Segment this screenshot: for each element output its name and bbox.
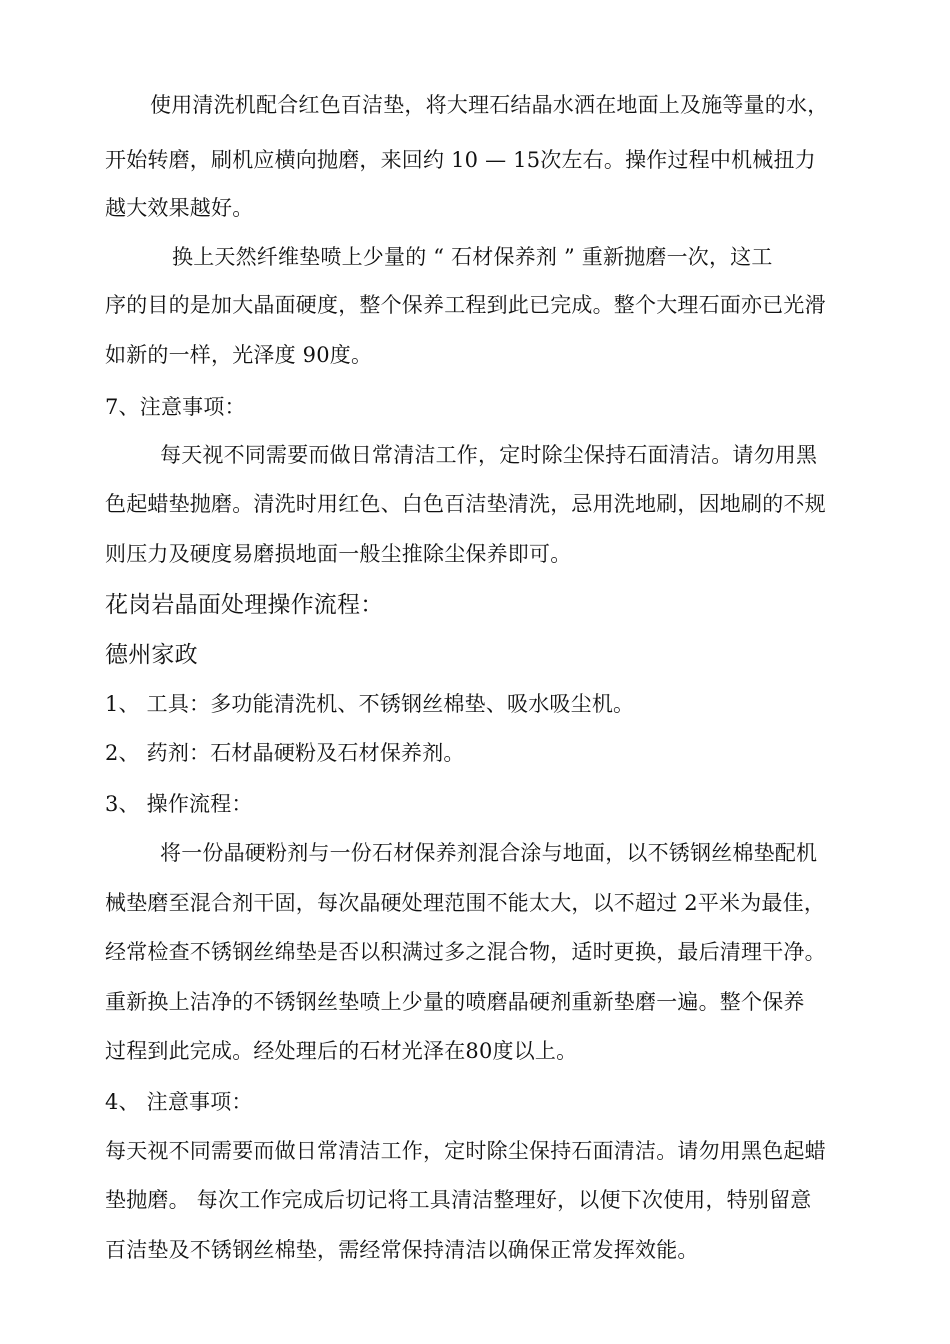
marble-notice-heading: 7、注意事项：	[105, 395, 246, 419]
granite-item-notice: 4、 注意事项：	[105, 1090, 253, 1114]
granite-process-line1: 将一份晶硬粉剂与一份石材保养剂混合涂与地面，以不锈钢丝棉垫配机	[160, 841, 818, 865]
granite-notice-line1: 每天视不同需要而做日常清洁工作，定时除尘保持石面清洁。请勿用黑色起蜡	[105, 1139, 826, 1163]
granite-process-line2: 械垫磨至混合剂干固，每次晶硬处理范围不能太大，以不超过 2平米为最佳，	[105, 891, 826, 915]
marble-para1-line3: 越大效果越好。	[105, 196, 254, 220]
marble-notice-line2: 色起蜡垫抛磨。清洗时用红色、白色百洁垫清洗，忌用洗地刷，因地刷的不规	[105, 492, 826, 516]
marble-para2-line3: 如新的一样，光泽度 90度。	[105, 343, 373, 367]
marble-para1-line1: 使用清洗机配合红色百洁垫，将大理石结晶水洒在地面上及施等量的水，	[150, 93, 829, 117]
granite-process-line5: 过程到此完成。经处理后的石材光泽在80度以上。	[105, 1039, 578, 1063]
granite-process-line3: 经常检查不锈钢丝绵垫是否以积满过多之混合物，适时更换，最后清理干净。	[105, 940, 826, 964]
granite-section-subtitle: 德州家政	[105, 642, 198, 668]
granite-notice-line3: 百洁垫及不锈钢丝棉垫，需经常保持清洁以确保正常发挥效能。	[105, 1238, 699, 1262]
granite-item-process: 3、 操作流程：	[105, 792, 253, 816]
granite-notice-line2: 垫抛磨。 每次工作完成后切记将工具清洁整理好，以便下次使用，特别留意	[105, 1188, 812, 1212]
granite-item-tools: 1、 工具：多功能清洗机、不锈钢丝棉垫、吸水吸尘机。	[105, 692, 635, 716]
granite-section-title: 花岗岩晶面处理操作流程：	[105, 592, 384, 618]
marble-para1-line2: 开始转磨，刷机应横向抛磨，来回约 10 — 15次左右。操作过程中机械扭力	[105, 148, 816, 172]
granite-process-line4: 重新换上洁净的不锈钢丝垫喷上少量的喷磨晶硬剂重新垫磨一遍。整个保养	[105, 990, 805, 1014]
marble-para2-line2: 序的目的是加大晶面硬度，整个保养工程到此已完成。整个大理石面亦已光滑	[105, 293, 826, 317]
marble-para2-line1: 换上天然纤维垫喷上少量的 “ 石材保养剂 ” 重新抛磨一次，这工	[172, 245, 773, 269]
granite-item-agents: 2、 药剂：石材晶硬粉及石材保养剂。	[105, 741, 465, 765]
marble-notice-line1: 每天视不同需要而做日常清洁工作，定时除尘保持石面清洁。请勿用黑	[160, 443, 818, 467]
marble-notice-line3: 则压力及硬度易磨损地面一般尘推除尘保养即可。	[105, 542, 572, 566]
